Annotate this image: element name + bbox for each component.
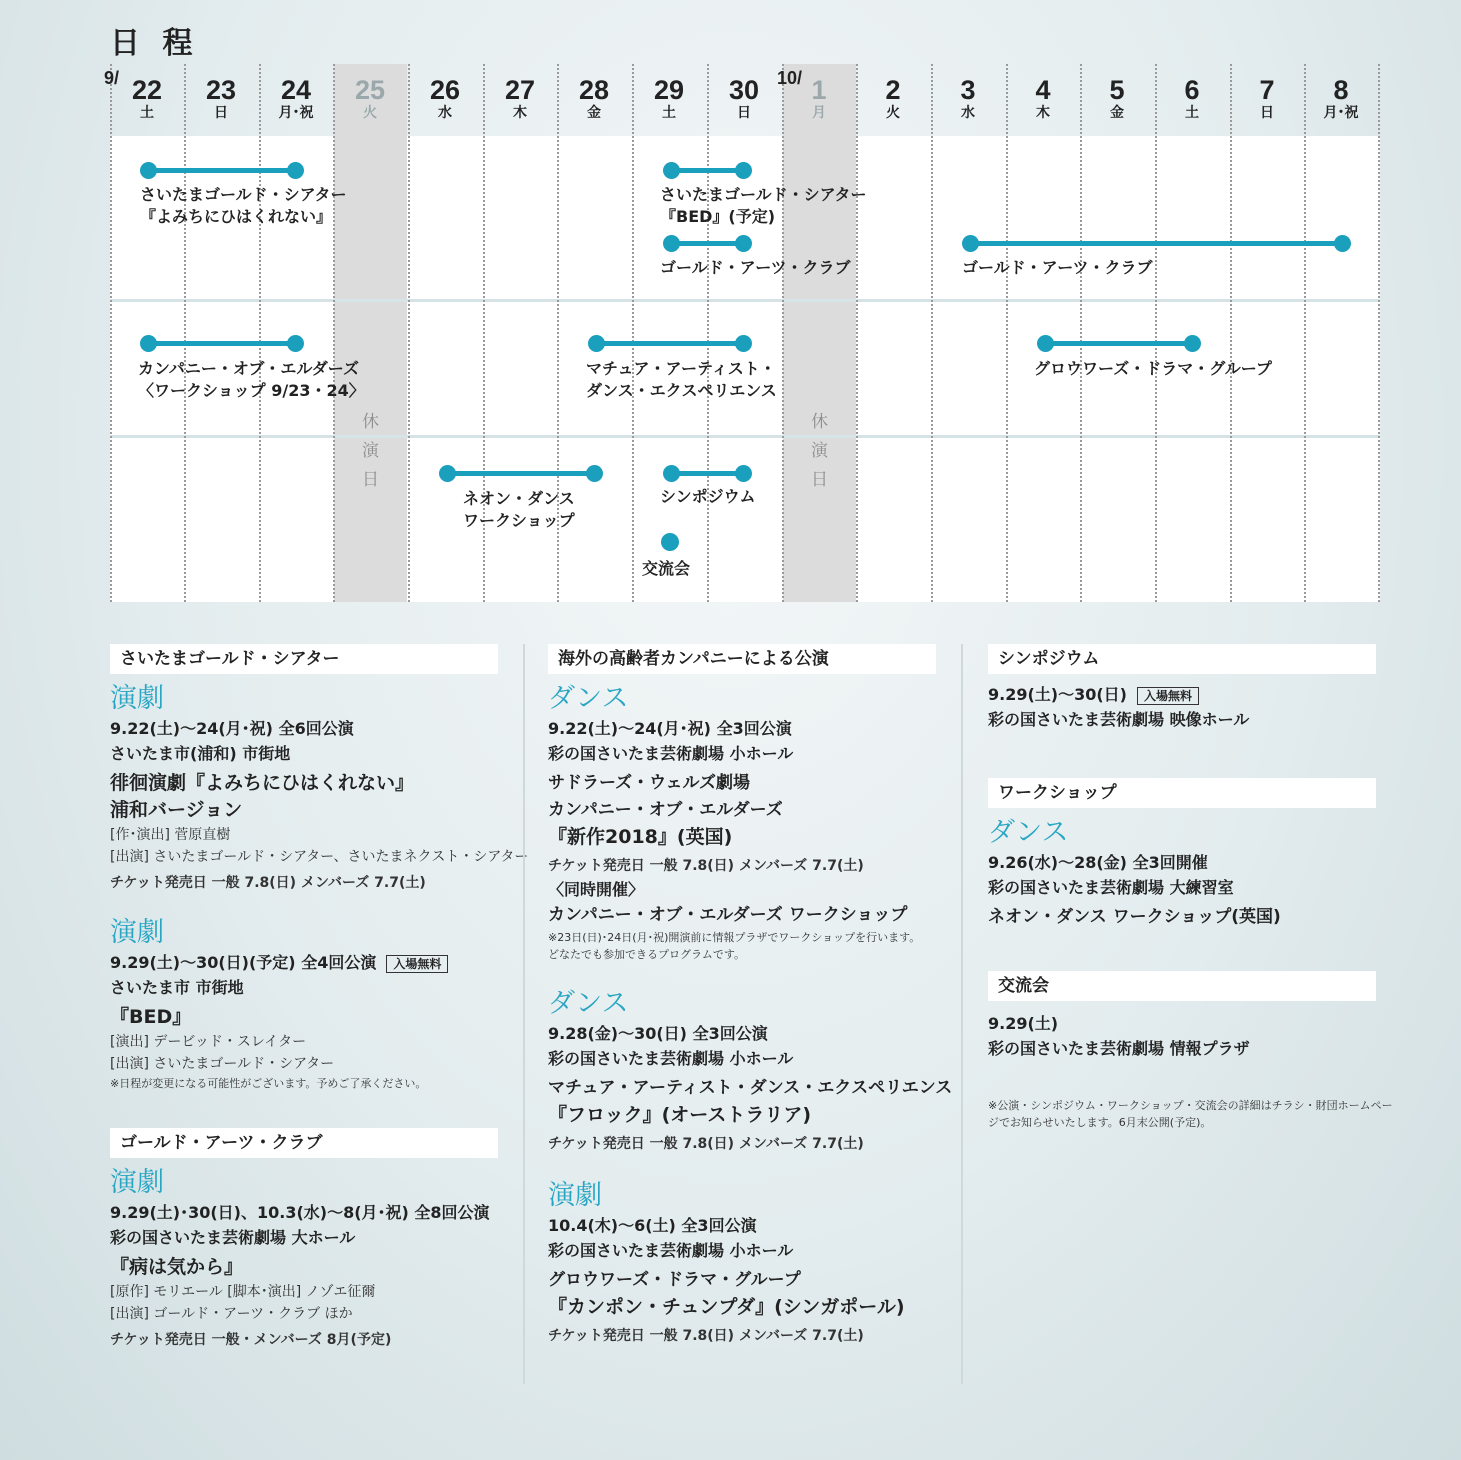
day-header: 4 木: [1035, 75, 1051, 121]
event-label-mature-artist: マチュア・アーティスト・ ダンス・エクスペリエンス: [586, 359, 777, 400]
genre-label: ダンス: [548, 988, 629, 1019]
day-header: 7 日: [1259, 75, 1275, 121]
day-gridline: [333, 64, 335, 602]
rest-day-label-25: 休 演 日: [362, 412, 379, 490]
event-label-growers-drama: グロウワーズ・ドラマ・グループ: [1034, 359, 1272, 378]
row-separator: [110, 299, 1380, 302]
event-date: 9.28(金)〜30(日) 全3回公演: [548, 1024, 768, 1043]
event-label-gold-theater-1: さいたまゴールド・シアター 『よみちにひはくれない』: [140, 185, 347, 226]
event-label-company-elders: カンパニー・オブ・エルダーズ 〈ワークショップ 9/23・24〉: [138, 359, 365, 400]
column-divider: [523, 644, 525, 1384]
event-credit: [原作] モリエール [脚本･演出] ノゾエ征爾: [110, 1284, 376, 1300]
event-dot-exchange: [661, 533, 679, 551]
event-label-neon-dance: ネオン・ダンス ワークショップ: [463, 489, 575, 530]
day-gridline: [1080, 64, 1082, 602]
ticket-info: チケット発売日 一般 7.8(日) メンバーズ 7.7(土): [548, 1328, 864, 1344]
event-venue: 彩の国さいたま芸術劇場 小ホール: [548, 1049, 794, 1068]
day-gridline: [1006, 64, 1008, 602]
event-credit: [作･演出] 菅原直樹: [110, 827, 231, 843]
rest-day-label-1: 休 演 日: [811, 412, 828, 490]
event-bar-gold-theater-bed: [671, 168, 744, 173]
event-date: 9.26(水)〜28(金) 全3回開催: [988, 853, 1208, 872]
day-gridline: [408, 64, 410, 602]
event-label-symposium: シンポジウム: [660, 487, 756, 506]
genre-label: 演劇: [110, 917, 164, 948]
day-gridline: [1378, 64, 1380, 602]
event-credit: [出演] さいたまゴールド・シアター: [110, 1056, 335, 1072]
genre-label: ダンス: [988, 817, 1069, 848]
day-gridline: [1304, 64, 1306, 602]
day-header: 23 日: [205, 75, 237, 121]
event-date: 9.29(土): [988, 1014, 1059, 1033]
day-header: 5 金: [1109, 75, 1125, 121]
day-gridline: [110, 64, 112, 602]
event-title: 『フロック』(オーストラリア): [548, 1104, 812, 1126]
event-bar-symposium: [671, 471, 744, 476]
event-label-gold-arts-1: ゴールド・アーツ・クラブ: [660, 258, 851, 277]
day-header: 3 水: [960, 75, 976, 121]
ticket-info: チケット発売日 一般 7.8(日) メンバーズ 7.7(土): [548, 1136, 864, 1152]
genre-label: ダンス: [548, 683, 629, 714]
event-venue: さいたま市 市街地: [110, 978, 244, 997]
day-header: 28 金: [578, 75, 610, 121]
event-venue: 彩の国さいたま芸術劇場 映像ホール: [988, 710, 1250, 729]
event-label-gold-theater-bed: さいたまゴールド・シアター 『BED』(予定): [660, 185, 867, 226]
free-admission-badge: 入場無料: [386, 955, 448, 973]
day-header: 30 日: [728, 75, 760, 121]
day-header: 2 火: [885, 75, 901, 121]
event-title: グロウワーズ・ドラマ・グループ: [548, 1270, 801, 1290]
event-bar-gold-arts-2: [970, 241, 1343, 246]
event-date: 9.29(土)〜30(日)(予定) 全4回公演 入場無料: [110, 950, 498, 975]
section-header: 海外の高齢者カンパニーによる公演: [548, 644, 936, 674]
event-bar-neon-dance: [447, 471, 595, 476]
event-venue: 彩の国さいたま芸術劇場 大ホール: [110, 1228, 356, 1247]
event-title: 『新作2018』(英国): [548, 826, 733, 848]
event-label-gold-arts-2: ゴールド・アーツ・クラブ: [962, 258, 1153, 277]
event-title: マチュア・アーティスト・ダンス・エクスペリエンス: [548, 1078, 953, 1098]
event-credit: [演出] デービッド・スレイター: [110, 1034, 307, 1050]
day-gridline: [184, 64, 186, 602]
event-title: カンパニー・オブ・エルダーズ: [548, 800, 783, 820]
row-separator: [110, 435, 1380, 438]
day-gridline: [1155, 64, 1157, 602]
event-title: 『BED』: [110, 1006, 192, 1028]
column-gold-theater: [110, 644, 529, 1351]
event-credit: [出演] ゴールド・アーツ・クラブ ほか: [110, 1306, 353, 1322]
day-header-rest: 1 月: [811, 75, 827, 121]
event-note: ※23日(日)･24日(月･祝)開演前に情報プラザでワークショップを行います。: [548, 931, 921, 944]
event-bar-growers-drama: [1045, 341, 1193, 346]
event-title: カンパニー・オブ・エルダーズ ワークショップ: [548, 905, 908, 925]
day-header: 29 土: [653, 75, 685, 121]
event-title: サドラーズ・ウェルズ劇場: [548, 773, 750, 793]
event-date: 9.22(土)〜24(月･祝) 全6回公演: [110, 719, 354, 738]
column-overseas-companies: [548, 644, 953, 1347]
concurrent-label: 〈同時開催〉: [548, 880, 645, 899]
event-title: 浦和バージョン: [110, 799, 243, 821]
rest-day-column-1: [783, 64, 856, 602]
footer-note: ※公演・シンポジウム・ワークショップ・交流会の詳細はチラシ・財団ホームペー: [988, 1099, 1393, 1112]
day-header-rest: 25 火: [354, 75, 386, 121]
day-header: 8 月･祝: [1323, 75, 1359, 121]
column-other-programs: [988, 644, 1393, 1131]
schedule-calendar: [104, 64, 1380, 602]
day-gridline: [931, 64, 933, 602]
event-label-exchange: 交流会: [642, 559, 691, 578]
section-header: 交流会: [988, 971, 1376, 1001]
ticket-info: チケット発売日 一般・メンバーズ 8月(予定): [110, 1332, 392, 1348]
page-title: 日 程: [110, 26, 199, 61]
ticket-info: チケット発売日 一般 7.8(日) メンバーズ 7.7(土): [110, 875, 426, 891]
event-venue: 彩の国さいたま芸術劇場 情報プラザ: [988, 1039, 1250, 1058]
event-date: 10.4(木)〜6(土) 全3回公演: [548, 1216, 757, 1235]
genre-label: 演劇: [548, 1180, 602, 1211]
event-note: ※日程が変更になる可能性がございます。予めご了承ください。: [110, 1077, 427, 1090]
event-credit: [出演] さいたまゴールド・シアター、さいたまネクスト・シアター: [110, 849, 529, 865]
event-title: 徘徊演劇『よみちにひはくれない』: [110, 772, 415, 794]
event-bar-mature-artist: [596, 341, 744, 346]
event-venue: さいたま市(浦和) 市街地: [110, 744, 291, 763]
event-date: 9.29(土)〜30(日) 入場無料: [988, 682, 1376, 707]
section-header: さいたまゴールド・シアター: [110, 644, 498, 674]
day-header: 27 木: [504, 75, 536, 121]
free-admission-badge: 入場無料: [1137, 687, 1199, 705]
section-header: シンポジウム: [988, 644, 1376, 674]
event-venue: 彩の国さいたま芸術劇場 小ホール: [548, 1241, 794, 1260]
section-header: ワークショップ: [988, 778, 1376, 808]
day-gridline: [632, 64, 634, 602]
day-gridline: [707, 64, 709, 602]
day-gridline: [782, 64, 784, 602]
day-gridline: [1230, 64, 1232, 602]
event-note: どなたでも参加できるプログラムです。: [548, 948, 746, 961]
day-gridline: [259, 64, 261, 602]
event-bar-gold-arts-1: [671, 241, 744, 246]
section-header: ゴールド・アーツ・クラブ: [110, 1128, 498, 1158]
event-date: 9.29(土)･30(日)、10.3(水)〜8(月･祝) 全8回公演: [110, 1203, 490, 1222]
event-title: 『カンポン・チュンプダ』(シンガポール): [548, 1296, 905, 1318]
genre-label: 演劇: [110, 683, 164, 714]
event-date: 9.22(土)〜24(月･祝) 全3回公演: [548, 719, 792, 738]
day-header: 22 土: [131, 75, 163, 121]
day-gridline: [856, 64, 858, 602]
month-label-oct: 10/: [777, 68, 803, 88]
day-header: 24 月･祝: [278, 75, 314, 121]
event-title: 『病は気から』: [110, 1256, 244, 1278]
event-venue: 彩の国さいたま芸術劇場 小ホール: [548, 744, 794, 763]
event-title: ネオン・ダンス ワークショップ(英国): [988, 907, 1281, 927]
month-label-sep: 9/: [104, 68, 120, 88]
event-bar-company-elders: [148, 341, 296, 346]
ticket-info: チケット発売日 一般 7.8(日) メンバーズ 7.7(土): [548, 858, 864, 874]
event-venue: 彩の国さいたま芸術劇場 大練習室: [988, 878, 1234, 897]
column-divider: [961, 644, 963, 1384]
genre-label: 演劇: [110, 1167, 164, 1198]
day-header: 26 水: [429, 75, 461, 121]
day-header: 6 土: [1184, 75, 1200, 121]
rest-day-column-25: [334, 64, 407, 602]
footer-note: ジでお知らせいたします。6月末公開(予定)。: [988, 1116, 1212, 1129]
event-bar-gold-theater-1: [148, 168, 296, 173]
